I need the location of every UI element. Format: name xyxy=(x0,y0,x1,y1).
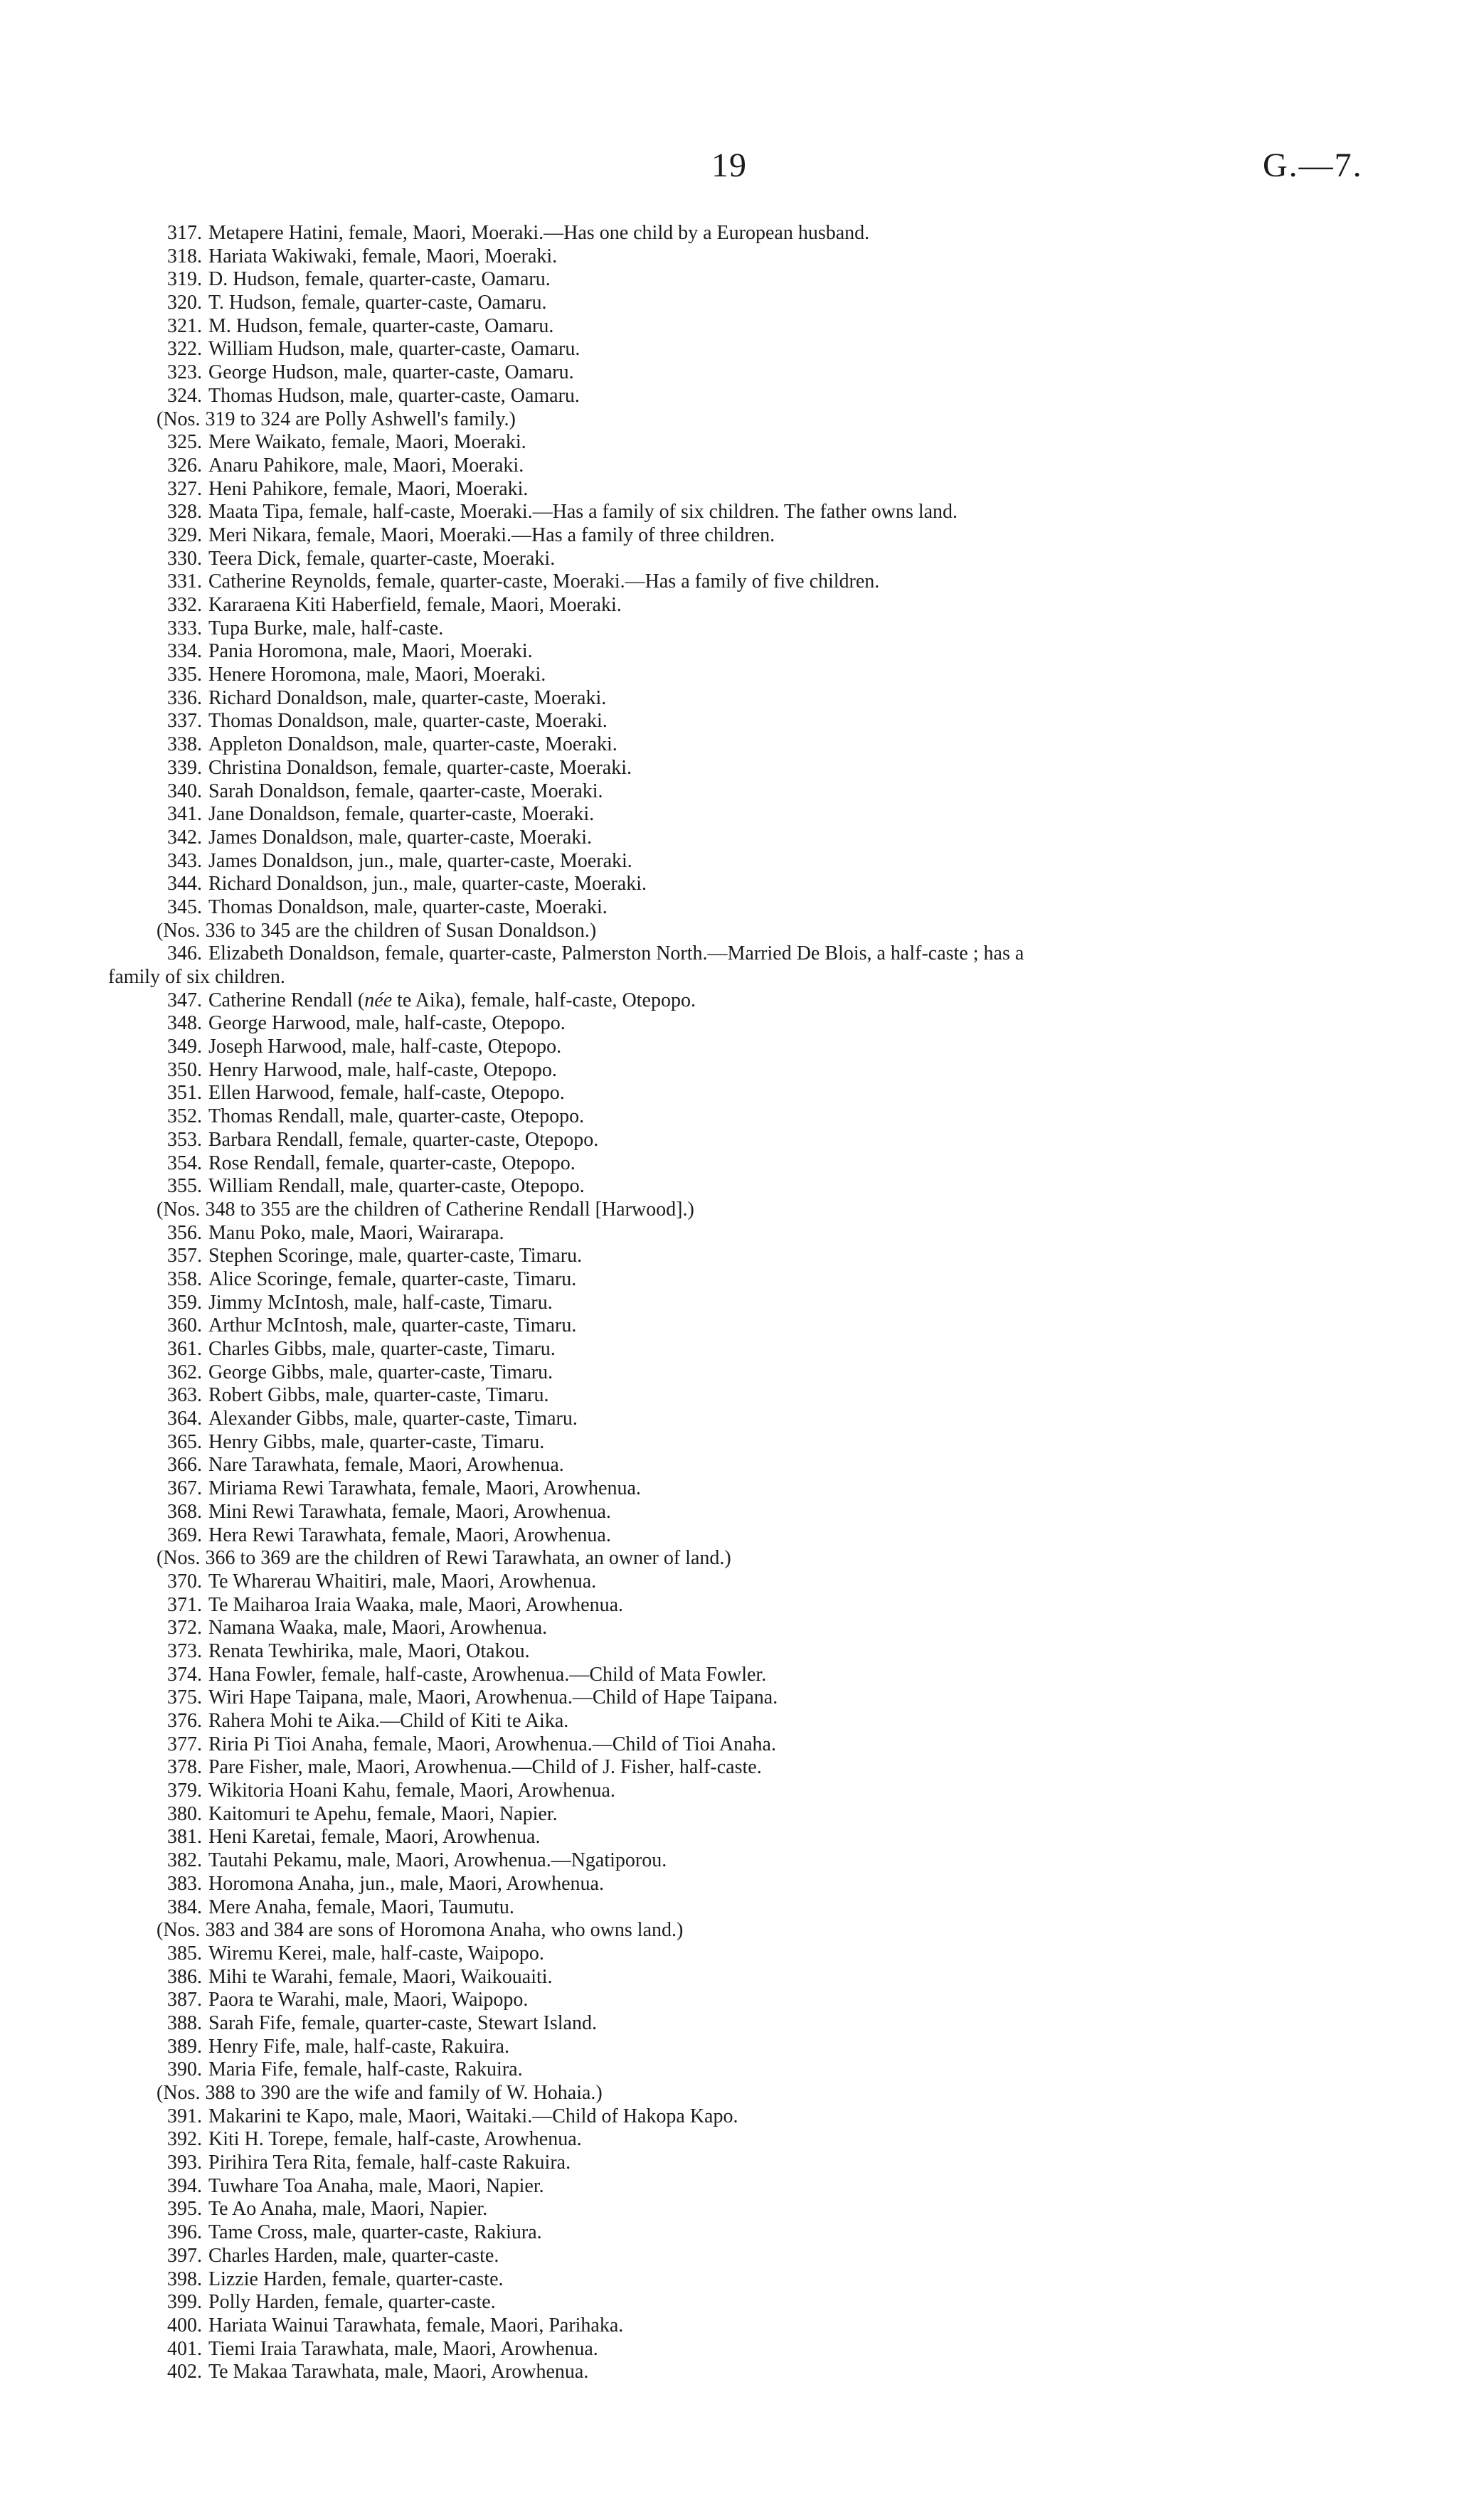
entry-text: Mere Anaha, female, Maori, Taumutu. xyxy=(208,1896,514,1918)
entry-text: Heni Karetai, female, Maori, Arowhenua. xyxy=(208,1826,541,1849)
entry-number: 329. xyxy=(167,523,202,546)
entry-text: Riria Pi Tioi Anaha, female, Maori, Arowhenua.—Child of Tioi Anaha. xyxy=(208,1733,776,1755)
entry-number: 347. xyxy=(167,989,202,1011)
entry-number: 390. xyxy=(167,2058,202,2081)
entry-number: 356. xyxy=(167,1221,202,1244)
entry-text: William Rendall, male, quarter-caste, Otepopo. xyxy=(208,1175,585,1198)
register-entry xyxy=(0,2268,1479,2292)
entry-text: Mere Waikato, female, Maori, Moeraki. xyxy=(208,431,526,454)
entry-text: T. Hudson, female, quarter-caste, Oamaru. xyxy=(208,292,547,314)
entry-number: 341. xyxy=(167,803,202,826)
entry-text: M. Hudson, female, quarter-caste, Oamaru. xyxy=(208,314,554,337)
entry-text: Tuwhare Toa Anaha, male, Maori, Napier. xyxy=(208,2174,544,2197)
register-entry xyxy=(0,1733,1479,1757)
register-entry xyxy=(0,989,1479,1013)
entry-text: Tupa Burke, male, half-caste. xyxy=(208,617,444,639)
entry-number: 377. xyxy=(167,1733,202,1755)
entry-text: Anaru Pahikore, male, Maori, Moeraki. xyxy=(208,454,524,477)
note-text: (Nos. 383 and 384 are sons of Horomona Anaha, who owns land.) xyxy=(157,1919,684,1942)
register-entry xyxy=(0,1245,1479,1268)
entry-number: 343. xyxy=(167,849,202,872)
entry-text: Catherine Reynolds, female, quarter-caste, Moeraki.—Has a family of five children. xyxy=(208,570,880,593)
register-entry xyxy=(0,1314,1479,1338)
entry-text: Sarah Fife, female, quarter-caste, Stewart Island. xyxy=(208,2011,597,2034)
entry-number: 328. xyxy=(167,501,202,523)
entry-number: 324. xyxy=(167,384,202,407)
entry-number: 334. xyxy=(167,640,202,663)
entry-text: Hana Fowler, female, half-caste, Arowhenua.—Child of Mata Fowler. xyxy=(208,1663,767,1686)
entry-number: 369. xyxy=(167,1524,202,1546)
entry-number: 340. xyxy=(167,780,202,802)
entry-text: George Hudson, male, quarter-caste, Oamaru. xyxy=(208,361,574,384)
register-entry xyxy=(0,1896,1479,1920)
group-note xyxy=(0,1547,1479,1570)
register-entry xyxy=(0,1501,1479,1524)
register-entry xyxy=(0,1175,1479,1198)
register-entry xyxy=(0,664,1479,687)
register-entry xyxy=(0,1431,1479,1455)
entry-number: 400. xyxy=(167,2314,202,2336)
entry-text: Thomas Donaldson, male, quarter-caste, Moeraki. xyxy=(208,895,608,918)
entry-text: Maata Tipa, female, half-caste, Moeraki.—Has a family of six children. The father owns land. xyxy=(208,501,958,523)
entry-text: George Harwood, male, half-caste, Otepopo. xyxy=(208,1012,566,1035)
entry-number: 371. xyxy=(167,1593,202,1616)
entry-text: Christina Donaldson, female, quarter-caste, Moeraki. xyxy=(208,756,632,779)
register-entry xyxy=(0,1966,1479,1989)
entry-text: Charles Harden, male, quarter-caste. xyxy=(208,2244,499,2267)
entry-text: Polly Harden, female, quarter-caste. xyxy=(208,2291,496,2314)
register-entry xyxy=(0,222,1479,245)
entry-number: 345. xyxy=(167,895,202,918)
entry-text: Alexander Gibbs, male, quarter-caste, Timaru. xyxy=(208,1408,578,1430)
entry-number: 394. xyxy=(167,2174,202,2197)
entry-text: Kaitomuri te Apehu, female, Maori, Napier. xyxy=(208,1802,558,1825)
register-entry xyxy=(0,1152,1479,1176)
entry-text: D. Hudson, female, quarter-caste, Oamaru. xyxy=(208,268,551,291)
entry-number: 349. xyxy=(167,1036,202,1058)
register-entry xyxy=(0,1617,1479,1640)
entry-number: 362. xyxy=(167,1361,202,1383)
register-entry xyxy=(0,1826,1479,1849)
entry-number: 383. xyxy=(167,1872,202,1895)
entry-text: Hariata Wainui Tarawhata, female, Maori, Parihaka. xyxy=(208,2314,624,2336)
register-entry xyxy=(0,850,1479,873)
entry-number: 389. xyxy=(167,2035,202,2058)
entry-text: Maria Fife, female, half-caste, Rakuira. xyxy=(208,2058,523,2081)
entry-number: 395. xyxy=(167,2198,202,2221)
register-entry xyxy=(0,2221,1479,2245)
entry-text: Mini Rewi Tarawhata, female, Maori, Arowhenua. xyxy=(208,1500,611,1523)
entry-number: 322. xyxy=(167,338,202,361)
entry-number: 368. xyxy=(167,1500,202,1523)
register-entry xyxy=(0,1780,1479,1803)
page-number: 19 xyxy=(711,147,747,184)
entry-number: 323. xyxy=(167,361,202,384)
entry-text: Lizzie Harden, female, quarter-caste. xyxy=(208,2268,504,2290)
entry-number: 379. xyxy=(167,1780,202,1802)
entry-number: 346. xyxy=(167,942,202,965)
entry-text: Paora te Warahi, male, Maori, Waipopo. xyxy=(208,1989,529,2011)
register-entry xyxy=(0,2291,1479,2314)
entry-number: 378. xyxy=(167,1756,202,1779)
entry-number: 325. xyxy=(167,431,202,454)
entry-number: 354. xyxy=(167,1152,202,1174)
entry-number: 317. xyxy=(167,222,202,244)
entry-text: Manu Poko, male, Maori, Wairarapa. xyxy=(208,1221,504,1244)
note-text: (Nos. 348 to 355 are the children of Catherine Rendall [Harwood].) xyxy=(157,1198,694,1221)
entry-number: 338. xyxy=(167,733,202,756)
entry-text: Richard Donaldson, male, quarter-caste, Moeraki. xyxy=(208,686,607,709)
entry-text: Metapere Hatini, female, Maori, Moeraki.—Has one child by a European husband. xyxy=(208,222,870,244)
register-entry xyxy=(0,524,1479,548)
register-entries xyxy=(0,222,1479,2384)
entry-number: 381. xyxy=(167,1826,202,1849)
entry-text: William Hudson, male, quarter-caste, Oamaru. xyxy=(208,338,581,361)
entry-number: 342. xyxy=(167,826,202,849)
entry-text: Henere Horomona, male, Maori, Moeraki. xyxy=(208,664,546,686)
entry-text: Henry Harwood, male, half-caste, Otepopo. xyxy=(208,1058,557,1081)
entry-number: 330. xyxy=(167,547,202,570)
register-entry xyxy=(0,1710,1479,1733)
register-entry xyxy=(0,1338,1479,1361)
entry-text: Wikitoria Hoani Kahu, female, Maori, Arowhenua. xyxy=(208,1780,615,1802)
group-note xyxy=(0,2082,1479,2105)
register-entry xyxy=(0,1803,1479,1827)
note-text: (Nos. 319 to 324 are Polly Ashwell's family.) xyxy=(157,408,516,430)
entry-number: 318. xyxy=(167,245,202,267)
entry-text: Jane Donaldson, female, quarter-caste, Moeraki. xyxy=(208,803,595,826)
register-entry xyxy=(0,826,1479,850)
entry-text: Hariata Wakiwaki, female, Maori, Moeraki. xyxy=(208,245,558,267)
entry-number: 365. xyxy=(167,1430,202,1453)
register-entry xyxy=(0,1873,1479,1896)
entry-number: 321. xyxy=(167,314,202,337)
entry-number: 348. xyxy=(167,1012,202,1035)
entry-number: 339. xyxy=(167,756,202,779)
entry-number: 333. xyxy=(167,617,202,639)
entry-number: 337. xyxy=(167,710,202,733)
register-entry xyxy=(0,2012,1479,2036)
entry-number: 396. xyxy=(167,2221,202,2244)
entry-number: 358. xyxy=(167,1267,202,1290)
register-entry xyxy=(0,268,1479,292)
register-entry xyxy=(0,2314,1479,2338)
entry-number: 384. xyxy=(167,1896,202,1918)
entry-text: Thomas Hudson, male, quarter-caste, Oamaru. xyxy=(208,384,580,407)
note-text: (Nos. 366 to 369 are the children of Rewi Tarawhata, an owner of land.) xyxy=(157,1547,731,1570)
register-entry xyxy=(0,1570,1479,1594)
register-entry xyxy=(0,1059,1479,1083)
entry-text: Jimmy McIntosh, male, half-caste, Timaru. xyxy=(208,1291,553,1314)
entry-text: Pania Horomona, male, Maori, Moeraki. xyxy=(208,640,533,663)
entry-number: 320. xyxy=(167,292,202,314)
entry-text: Nare Tarawhata, female, Maori, Arowhenua. xyxy=(208,1454,564,1477)
entry-number: 392. xyxy=(167,2128,202,2151)
entry-text: Robert Gibbs, male, quarter-caste, Timaru. xyxy=(208,1384,549,1407)
entry-text: Te Wharerau Whaitiri, male, Maori, Arowhenua. xyxy=(208,1570,597,1593)
entry-text: Namana Waaka, male, Maori, Arowhenua. xyxy=(208,1617,548,1639)
register-entry xyxy=(0,1222,1479,1245)
entry-text: Joseph Harwood, male, half-caste, Otepopo. xyxy=(208,1036,562,1058)
register-entry xyxy=(0,292,1479,315)
group-note xyxy=(0,920,1479,943)
register-entry xyxy=(0,570,1479,594)
entry-text: James Donaldson, jun., male, quarter-caste, Moeraki. xyxy=(208,849,632,872)
entry-number: 393. xyxy=(167,2152,202,2174)
register-entry xyxy=(0,431,1479,454)
entry-number: 335. xyxy=(167,664,202,686)
entry-number: 373. xyxy=(167,1639,202,1662)
document-reference: G.—7. xyxy=(1263,147,1363,184)
register-entry xyxy=(0,1454,1479,1477)
entry-text: Te Makaa Tarawhata, male, Maori, Arowhenua. xyxy=(208,2361,589,2383)
register-entry xyxy=(0,1756,1479,1780)
entry-text: Te Ao Anaha, male, Maori, Napier. xyxy=(208,2198,488,2221)
entry-text: Hera Rewi Tarawhata, female, Maori, Arowhenua. xyxy=(208,1524,611,1546)
entry-number: 398. xyxy=(167,2268,202,2290)
entry-text: Alice Scoringe, female, quarter-caste, Timaru. xyxy=(208,1267,577,1290)
register-entry xyxy=(0,1384,1479,1408)
register-entry xyxy=(0,2338,1479,2361)
register-entry xyxy=(0,1594,1479,1617)
entry-number: 397. xyxy=(167,2244,202,2267)
register-entry xyxy=(0,1989,1479,2012)
register-entry xyxy=(0,478,1479,501)
register-entry xyxy=(0,757,1479,780)
register-entry xyxy=(0,1036,1479,1059)
entry-number: 326. xyxy=(167,454,202,477)
register-entry xyxy=(0,687,1479,711)
entry-text: Renata Tewhirika, male, Maori, Otakou. xyxy=(208,1639,530,1662)
entry-number: 327. xyxy=(167,477,202,500)
entry-number: 374. xyxy=(167,1663,202,1686)
entry-number: 402. xyxy=(167,2361,202,2383)
entry-text: Miriama Rewi Tarawhata, female, Maori, Arowhenua. xyxy=(208,1477,641,1500)
entry-text: Makarini te Kapo, male, Maori, Waitaki.—Child of Hakopa Kapo. xyxy=(208,2105,738,2127)
register-entry xyxy=(0,2105,1479,2129)
entry-number: 357. xyxy=(167,1245,202,1267)
entry-number: 387. xyxy=(167,1989,202,2011)
register-entry xyxy=(0,454,1479,478)
entry-text: Rose Rendall, female, quarter-caste, Otepopo. xyxy=(208,1152,576,1174)
entry-text: Appleton Donaldson, male, quarter-caste, Moeraki. xyxy=(208,733,617,756)
entry-number: 372. xyxy=(167,1617,202,1639)
entry-text: Kararaena Kiti Haberfield, female, Maori, Moeraki. xyxy=(208,594,622,616)
entry-text: Charles Gibbs, male, quarter-caste, Timaru. xyxy=(208,1338,556,1360)
entry-number: 388. xyxy=(167,2011,202,2034)
register-entry xyxy=(0,1686,1479,1710)
entry-number: 352. xyxy=(167,1105,202,1128)
group-note xyxy=(0,1198,1479,1222)
entry-text: James Donaldson, male, quarter-caste, Moeraki. xyxy=(208,826,593,849)
register-entry xyxy=(0,1408,1479,1431)
register-entry xyxy=(0,245,1479,269)
entry-number: 360. xyxy=(167,1314,202,1337)
entry-text xyxy=(208,989,696,1013)
entry-text: Stephen Scoringe, male, quarter-caste, Timaru. xyxy=(208,1245,583,1267)
entry-number: 344. xyxy=(167,873,202,895)
entry-number: 385. xyxy=(167,1942,202,1965)
entry-text: Sarah Donaldson, female, qaarter-caste, Moeraki. xyxy=(208,780,603,802)
entry-number: 364. xyxy=(167,1408,202,1430)
entry-text: Meri Nikara, female, Maori, Moeraki.—Has a family of three children. xyxy=(208,523,775,546)
register-entry xyxy=(0,2036,1479,2059)
entry-number: 367. xyxy=(167,1477,202,1500)
entry-text: Henry Gibbs, male, quarter-caste, Timaru. xyxy=(208,1430,545,1453)
entry-text: Thomas Donaldson, male, quarter-caste, Moeraki. xyxy=(208,710,608,733)
entry-number: 366. xyxy=(167,1454,202,1477)
entry-text: Pare Fisher, male, Maori, Arowhenua.—Child of J. Fisher, half-caste. xyxy=(208,1756,762,1779)
entry-number: 351. xyxy=(167,1082,202,1105)
register-entry xyxy=(0,1268,1479,1292)
entry-number: 399. xyxy=(167,2291,202,2314)
entry-text: Tiemi Iraia Tarawhata, male, Maori, Arowhenua. xyxy=(208,2337,598,2360)
entry-text: Tautahi Pekamu, male, Maori, Arowhenua.—Ngatiporou. xyxy=(208,1849,667,1872)
entry-number: 370. xyxy=(167,1570,202,1593)
entry-text: Tame Cross, male, quarter-caste, Rakiura. xyxy=(208,2221,542,2244)
entry-number: 350. xyxy=(167,1058,202,1081)
continuation-text: family of six children. xyxy=(108,966,285,988)
register-entry xyxy=(0,710,1479,733)
register-entry xyxy=(0,1524,1479,1548)
entry-text: Barbara Rendall, female, quarter-caste, Otepopo. xyxy=(208,1128,599,1151)
register-entry xyxy=(0,2361,1479,2384)
register-entry xyxy=(0,2198,1479,2221)
entry-number: 380. xyxy=(167,1802,202,1825)
register-entry xyxy=(0,1640,1479,1664)
register-entry xyxy=(0,803,1479,826)
register-entry xyxy=(0,2058,1479,2082)
entry-number: 376. xyxy=(167,1710,202,1732)
group-note xyxy=(0,408,1479,432)
entry-number: 382. xyxy=(167,1849,202,1872)
register-entry xyxy=(0,873,1479,896)
register-entry xyxy=(0,896,1479,920)
entry-number: 359. xyxy=(167,1291,202,1314)
register-entry xyxy=(0,594,1479,617)
entry-number: 319. xyxy=(167,268,202,291)
entry-text: Horomona Anaha, jun., male, Maori, Arowhenua. xyxy=(208,1872,604,1895)
register-entry xyxy=(0,385,1479,408)
register-entry xyxy=(0,1082,1479,1105)
register-entry xyxy=(0,315,1479,339)
entry-text: Mihi te Warahi, female, Maori, Waikouaiti. xyxy=(208,1965,553,1988)
entry-text: Elizabeth Donaldson, female, quarter-caste, Palmerston North.—Married De Blois, a half-caste ; has a xyxy=(208,942,1024,965)
register-entry xyxy=(0,640,1479,664)
register-entry xyxy=(0,2245,1479,2268)
entry-text: Ellen Harwood, female, half-caste, Otepopo. xyxy=(208,1082,565,1105)
register-entry xyxy=(0,361,1479,385)
register-entry xyxy=(0,1477,1479,1501)
entry-text: Henry Fife, male, half-caste, Rakuira. xyxy=(208,2035,509,2058)
entry-text: Wiri Hape Taipana, male, Maori, Arowhenua.—Child of Hape Taipana. xyxy=(208,1686,778,1709)
note-text: (Nos. 388 to 390 are the wife and family of W. Hohaia.) xyxy=(157,2082,603,2104)
register-entry xyxy=(0,780,1479,804)
entry-text: Heni Pahikore, female, Maori, Moeraki. xyxy=(208,477,529,500)
register-entry xyxy=(0,501,1479,524)
entry-text: Kiti H. Torepe, female, half-caste, Arowhenua. xyxy=(208,2128,582,2151)
register-entry xyxy=(0,1942,1479,1966)
register-entry xyxy=(0,2152,1479,2175)
entry-text: Te Maiharoa Iraia Waaka, male, Maori, Arowhenua. xyxy=(208,1593,624,1616)
entry-number: 361. xyxy=(167,1338,202,1360)
entry-text-part: te Aika), female, half-caste, Otepopo. xyxy=(392,989,696,1011)
register-entry xyxy=(0,942,1479,966)
entry-number: 363. xyxy=(167,1384,202,1407)
entry-text: Rahera Mohi te Aika.—Child of Kiti te Aika. xyxy=(208,1710,569,1732)
entry-number: 336. xyxy=(167,686,202,709)
register-entry xyxy=(0,548,1479,571)
entry-number: 332. xyxy=(167,594,202,616)
continuation-line xyxy=(0,966,1479,989)
entry-number: 401. xyxy=(167,2337,202,2360)
register-entry xyxy=(0,1292,1479,1315)
note-text: (Nos. 336 to 345 are the children of Susan Donaldson.) xyxy=(157,919,597,942)
register-entry xyxy=(0,1361,1479,1385)
entry-text: George Gibbs, male, quarter-caste, Timaru. xyxy=(208,1361,553,1383)
register-entry xyxy=(0,2128,1479,2152)
register-entry xyxy=(0,2175,1479,2199)
entry-text: Richard Donaldson, jun., male, quarter-caste, Moeraki. xyxy=(208,873,647,895)
entry-text: Teera Dick, female, quarter-caste, Moeraki. xyxy=(208,547,556,570)
entry-text: Wiremu Kerei, male, half-caste, Waipopo. xyxy=(208,1942,544,1965)
register-entry xyxy=(0,1664,1479,1687)
register-entry xyxy=(0,338,1479,361)
entry-text: Thomas Rendall, male, quarter-caste, Otepopo. xyxy=(208,1105,585,1128)
entry-number: 355. xyxy=(167,1175,202,1198)
register-entry xyxy=(0,1012,1479,1036)
entry-number: 375. xyxy=(167,1686,202,1709)
entry-text: Pirihira Tera Rita, female, half-caste Rakuira. xyxy=(208,2152,571,2174)
register-entry xyxy=(0,733,1479,757)
entry-number: 331. xyxy=(167,570,202,593)
entry-text-italic: née xyxy=(364,989,393,1011)
register-entry xyxy=(0,1105,1479,1129)
entry-number: 386. xyxy=(167,1965,202,1988)
entry-text: Arthur McIntosh, male, quarter-caste, Timaru. xyxy=(208,1314,577,1337)
register-entry xyxy=(0,1129,1479,1152)
group-note xyxy=(0,1919,1479,1942)
register-entry xyxy=(0,1849,1479,1873)
entry-text-part: Catherine Rendall ( xyxy=(208,989,365,1011)
register-entry xyxy=(0,617,1479,641)
entry-number: 353. xyxy=(167,1128,202,1151)
entry-number: 391. xyxy=(167,2105,202,2127)
